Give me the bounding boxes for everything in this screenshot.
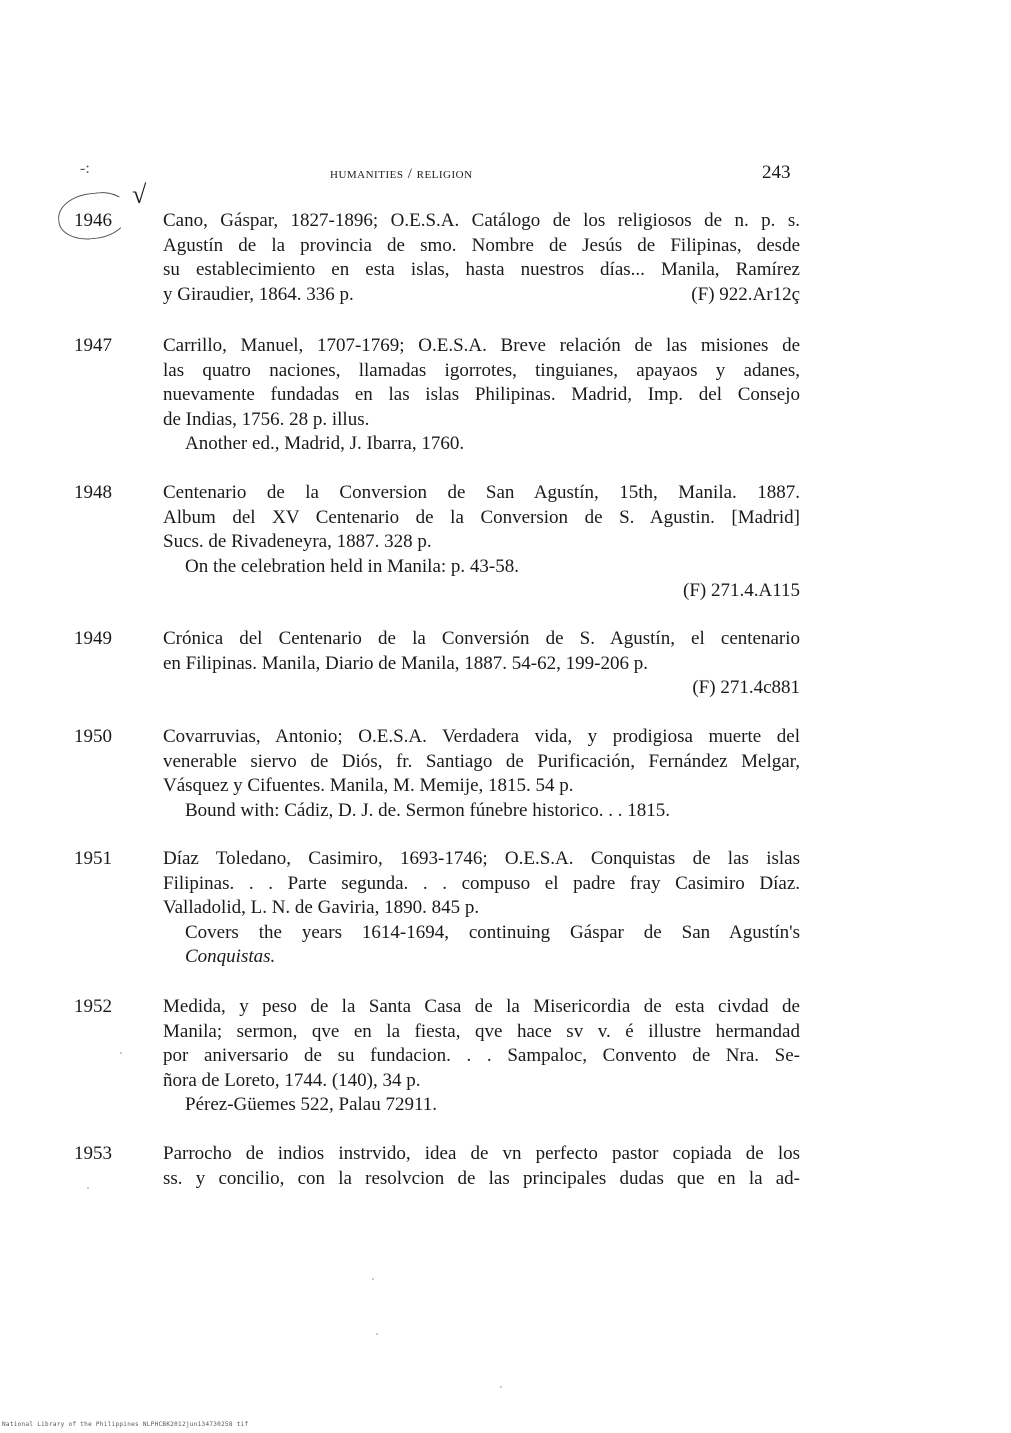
entry-line: Covarruvias, Antonio; O.E.S.A. Verdadera vida, y prodigiosa muerte del	[163, 726, 800, 747]
call-number: (F) 271.4.A115	[683, 580, 800, 601]
handwritten-checkmark-icon: √	[132, 180, 147, 209]
entry-line: venerable siervo de Diós, fr. Santiago de Purificación, Fernández Melgar,	[163, 750, 800, 772]
bibliography-entry-1950	[70, 725, 800, 823]
entry-number: 1946	[74, 210, 112, 231]
call-number: (F) 922.Ar12ç	[691, 283, 800, 305]
entry-number: 1951	[74, 848, 112, 869]
entry-line: Filipinas. . . Parte segunda. . . compuso el padre fray Casimiro Díaz.	[163, 872, 800, 894]
running-title: humanities / religion	[330, 166, 473, 182]
pencil-mark: -:	[80, 160, 90, 177]
entry-number: 1952	[74, 996, 112, 1017]
entry-line: Album del XV Centenario de la Conversion de S. Agustin. [Madrid]	[163, 506, 800, 528]
call-number: (F) 271.4c881	[692, 677, 800, 698]
entry-line: Agustín de la provincia de smo. Nombre de Jesús de Filipinas, desde	[163, 234, 800, 256]
bibliography-entry-1951	[70, 847, 800, 970]
entry-line: Vásquez y Cifuentes. Manila, M. Memije, 1815. 54 p.	[163, 775, 574, 796]
bibliography-entry-1946	[70, 209, 800, 307]
entry-line: en Filipinas. Manila, Diario de Manila, 1887. 54-62, 199-206 p.	[163, 652, 648, 674]
bibliography-entry-1947	[70, 334, 800, 457]
scan-speck	[120, 1052, 122, 1054]
entry-line: ñora de Loreto, 1744. (140), 34 p.	[163, 1069, 421, 1091]
entry-note: On the celebration held in Manila: p. 43-58.	[185, 555, 519, 577]
scan-speck	[372, 1278, 374, 1280]
entry-number: 1949	[74, 628, 112, 649]
entry-number: 1948	[74, 482, 112, 503]
entry-line: y Giraudier, 1864. 336 p. (F) 922.Ar12ç	[163, 283, 800, 308]
entry-line: Centenario de la Conversion de San Agustín, 15th, Manila. 1887.	[163, 482, 800, 503]
entry-line: su establecimiento en esta islas, hasta nuestros días... Manila, Ramírez	[163, 259, 800, 280]
scan-speck	[376, 1333, 378, 1335]
entry-line: Manila; sermon, qve en la fiesta, qve hace sv v. é illustre hermandad	[163, 1020, 800, 1042]
bibliography-entry-1953	[70, 1142, 800, 1191]
entry-note: Bound with: Cádiz, D. J. de. Sermon fúnebre historico. . . 1815.	[185, 799, 670, 821]
entry-line: Sucs. de Rivadeneyra, 1887. 328 p.	[163, 531, 432, 552]
entry-note: Another ed., Madrid, J. Ibarra, 1760.	[185, 433, 465, 454]
entry-note: Covers the years 1614-1694, continuing Gáspar de San Agustín's	[185, 921, 800, 943]
entry-line: Medida, y peso de la Santa Casa de la Misericordia de esta civdad de	[163, 996, 800, 1017]
entry-note: Pérez-Güemes 522, Palau 72911.	[185, 1094, 438, 1115]
scan-speck	[87, 1187, 89, 1189]
bibliography-entry-1952	[70, 995, 800, 1118]
entry-line: Valladolid, L. N. de Gaviria, 1890. 845 p.	[163, 897, 480, 918]
entry-number: 1947	[74, 335, 112, 356]
page-number: 243	[762, 162, 791, 183]
entry-line: ss. y concilio, con la resolvcion de las principales dudas que en la ad-	[163, 1167, 800, 1189]
scan-footer-label: National Library of the Philippines NLPHCBK2012jun134730258 tif	[2, 1421, 249, 1428]
entry-note: Conquistas.	[185, 946, 276, 967]
entry-line: Parrocho de indios instrvido, idea de vn perfecto pastor copiada de los	[163, 1143, 800, 1164]
entry-line: Carrillo, Manuel, 1707-1769; O.E.S.A. Breve relación de las misiones de	[163, 335, 800, 356]
entry-line: las quatro naciones, llamadas igorrotes, tinguianes, apayaos y adanes,	[163, 359, 800, 381]
bibliography-entry-1948	[70, 481, 800, 604]
entry-line: Crónica del Centenario de la Conversión de S. Agustín, el centenario	[163, 628, 800, 649]
entry-number: 1950	[74, 726, 112, 747]
entry-line: de Indias, 1756. 28 p. illus.	[163, 408, 370, 430]
entry-number: 1953	[74, 1143, 112, 1164]
entry-line: Cano, Gáspar, 1827-1896; O.E.S.A. Catálogo de los religiosos de n. p. s.	[163, 210, 800, 231]
entry-line: nuevamente fundadas en las islas Philipinas. Madrid, Imp. del Consejo	[163, 384, 800, 405]
scan-speck	[500, 1386, 502, 1388]
bibliography-entry-1949	[70, 627, 800, 701]
entry-line: Díaz Toledano, Casimiro, 1693-1746; O.E.S.A. Conquistas de las islas	[163, 848, 800, 869]
entry-line: por aniversario de su fundacion. . . Sampaloc, Convento de Nra. Se-	[163, 1045, 800, 1066]
